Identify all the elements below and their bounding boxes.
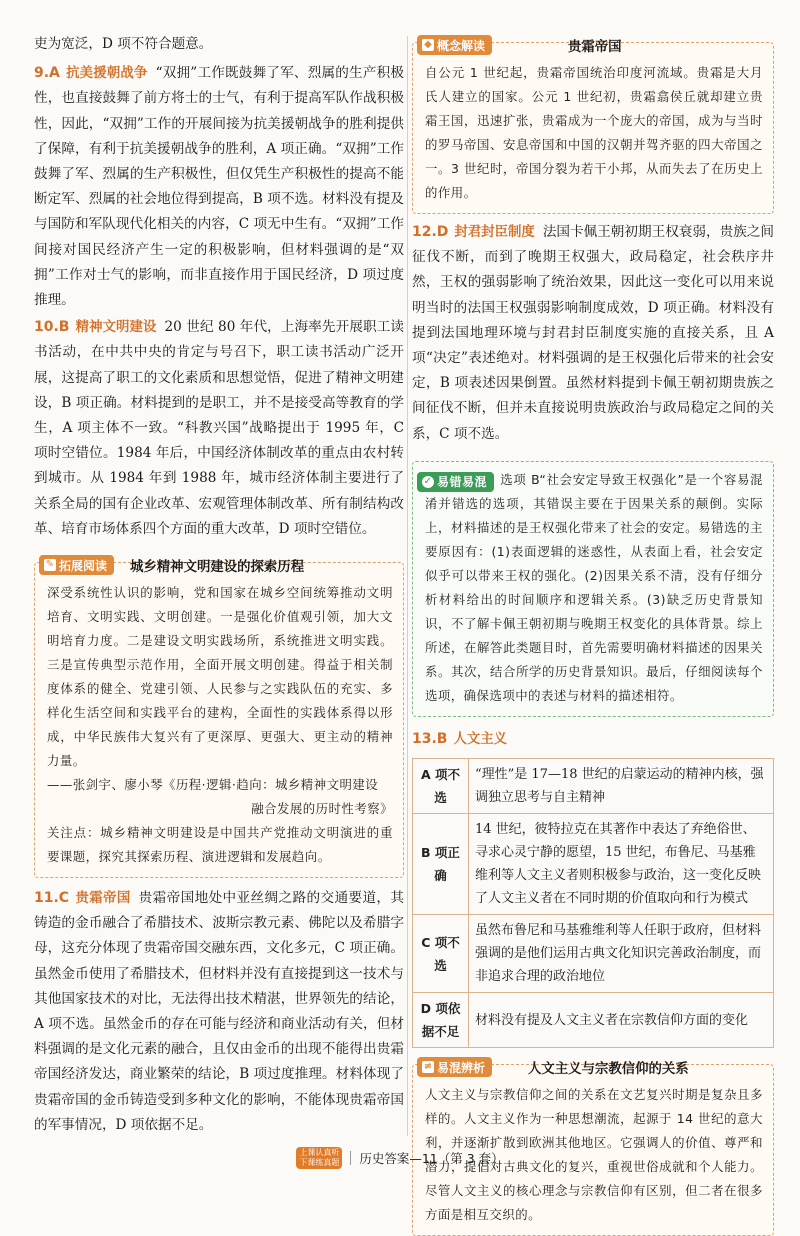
distinction-tag [417, 1057, 492, 1077]
distinction-title: 人文主义与宗教信仰的关系 [528, 1061, 689, 1077]
page-label: 历史答案—11（第 3 套） [359, 1151, 504, 1166]
compare-icon: ≠ [423, 1061, 433, 1073]
option-explanation: 材料没有提及人文主义者在宗教信仰方面的变化 [469, 993, 774, 1048]
brand-logo: 上课认真听 下课练真题 [296, 1147, 342, 1169]
answer-11-topic: 贵霜帝国 [75, 891, 131, 907]
extended-reading-box [34, 558, 404, 878]
column-divider [407, 36, 408, 1136]
common-mistake-box [412, 461, 774, 717]
answer-10-number: 10.B [34, 319, 70, 336]
continued-text: 吏为宽泛，D 项不符合题意。 [34, 36, 213, 52]
common-mistake-body [425, 468, 763, 708]
page-footer [0, 1142, 800, 1174]
extended-reading-paragraph: 深受系统性认识的影响，党和国家在城乡空间统筹推动文明培育、文明实践、文明创建。一是强化价值观引领，加大文明培育力度。二是建设文明实践场所，系统推进文明实践。三是宣传典型示范作用，全面开展文明创建。得益于相关制度体系的健全、党建引领、人民参与之实践队伍的充实、多样化生活空间和实践平台的建构，全面性的实践体系得以形成，中华民族伟大复兴有了更深厚、更强大、更主动的精神力量。 [47, 585, 393, 769]
concept-tag [417, 35, 492, 55]
extended-reading-title: 城乡精神文明建设的探索历程 [130, 559, 305, 575]
option-explanation: “理性”是 17—18 世纪的启蒙运动的精神内核，强调独立思考与自主精神 [469, 759, 774, 814]
answer-13-options-table [412, 758, 774, 1048]
option-label: B 项正确 [413, 814, 469, 915]
common-mistake-content: 选项 B“社会安定导致王权强化”是一个容易混淆并错选的选项，其错误主要在于因果关系的颠倒。实际上，材料描述的是王权强化带来了社会的安定。易错选的主要原因有：(1)表面逻辑的迷惑性，从表面上看，社会安定似乎可以带来王权的强化。(2)因果关系不清，没有仔细分析材料给出的时间顺序和逻辑关系。(3)缺乏历史背景知识，不了解卡佩王朝初期与晚期王权变化的具体背景。综上所述，在解答此类题目时，首先需要明确材料描述的因果关系。其次，结合所学的历史背景知识。最后，仔细阅读每个选项，确保选项中的表述与材料的描述相符。 [425, 471, 763, 703]
distinction-tag-label: 易混辨析 [437, 1060, 486, 1075]
extended-reading-tag-label: 拓展阅读 [59, 558, 108, 573]
extended-reading-tag [39, 555, 114, 575]
table-row [413, 759, 774, 814]
option-label: C 项不选 [413, 915, 469, 993]
answer-11-number: 11.C [34, 890, 70, 907]
option-explanation: 虽然布鲁尼和马基雅维利等人任职于政府，但材料强调的是他们运用古典文化知识完善政治制度，而非追求合理的政治地位 [469, 915, 774, 993]
answer-11-text: 贵霜帝国地处中亚丝绸之路的交通要道，其铸造的金币融合了希腊技术、波斯宗教元素、佛陀以及希腊字母，这充分体现了贵霜帝国交融东西，文化多元，C 项正确。虽然金币使用了希腊技术，但材料并没有直接提到这一技术与其他国家技术的对比，无法得出技术精湛，世界领先的结论，A 项不选。虽然金币的存在可能与经济和商业活动有关，但材料强调的是文化元素的融合，且仅由金币的出现不能得出贵霜帝国经济发达，商业繁荣的结论，B 项过度推理。材料体现了贵霜帝国的金币铸造受到多种文化的影响，不能体现贵霜帝国的军事情况，D 项依据不足。 [34, 890, 405, 1133]
concept-icon: ◆ [422, 39, 434, 51]
check-icon: ✓ [423, 475, 433, 487]
answer-10 [34, 315, 404, 542]
common-mistake-tag-label: 易错易混 [437, 474, 488, 489]
table-row [413, 915, 774, 993]
footer-separator [350, 1151, 351, 1165]
option-explanation: 14 世纪，彼特拉克在其著作中表达了弃绝俗世、寻求心灵宁静的愿望，15 世纪，布鲁尼、马基雅维利等人文主义者则积极参与政治，这一变化反映了人文主义者在不同时期的价值取向和行为模式 [469, 814, 774, 915]
concept-header [417, 35, 763, 55]
answer-11 [34, 886, 404, 1138]
answer-12-number: 12.D [412, 224, 449, 240]
answer-9 [34, 61, 404, 313]
concept-title: 贵霜帝国 [568, 39, 622, 55]
extended-reading-citation-2: 融合发展的历时性考察》 [251, 801, 393, 817]
answer-9-text: “双拥”工作既鼓舞了军、烈属的生产积极性，也直接鼓舞了前方将士的士气，有利于提高军队作战积极性，因此，“双拥”工作的开展间接为抗美援朝战争的胜利提供了保障，有利于抗美援朝战争的胜利，A 项正确。“双拥”工作鼓舞了军、烈属的生产积极性，但仅凭生产积极性的提高不能断定军、烈属的社会地位得到提高，B 项不选。材料没有提及与国防和军队现代化相关的内容，C 项无中生有。“双拥”工作间接对国民经济产生一定的积极影响，但材料强调的是“双拥”工作对士气的影响，而非直接作用于国民经济，D 项过度推理。 [34, 65, 405, 309]
answer-9-topic: 抗美援朝战争 [65, 66, 148, 82]
answer-9-number: 9.A [34, 65, 60, 82]
concept-text: 自公元 1 世纪起，贵霜帝国统治印度河流域。贵霜是大月氏人建立的国家。公元 1 世纪初，贵霜翕侯丘就却建立贵霜王国，迅速扩张，贵霜成为一个庞大的帝国，成为与当时的罗马帝国、安息帝国和中国的汉朝并驾齐驱的四大帝国之一。3 世纪时，帝国分裂为若干小邦，从而失去了在历史上的作用。 [425, 65, 763, 200]
option-label: D 项依据不足 [413, 993, 469, 1048]
concept-box [412, 38, 774, 214]
table-row [413, 814, 774, 915]
table-row [413, 993, 774, 1048]
concept-tag-label: 概念解读 [437, 38, 486, 53]
answer-12-text: 法国卡佩王朝初期王权衰弱，贵族之间征伐不断，而到了晚期王权强大，政局稳定，社会秩序井然，王权的强弱影响了统治效果，因此这一变化可以用来说明当时的法国王权强弱影响制度成效，D 项正确。材料没有提到法国地理环境与封君封臣制度实施的直接关系，且 A 项“决定”表述绝对。材料强调的是王权强化后带来的社会安定，B 项表述因果倒置。虽然材料提到卡佩王朝初期贵族之间征伐不断，但并未直接说明贵族政治与政局稳定之间的关系，C 项不选。 [412, 224, 775, 442]
common-mistake-tag [417, 472, 494, 492]
extended-reading-citation-1: ——张剑宇、廖小琴《历程·逻辑·趋向：城乡精神文明建设 [47, 777, 379, 793]
answer-12-topic: 封君封臣制度 [454, 225, 535, 240]
answer-10-topic: 精神文明建设 [75, 320, 157, 336]
answer-13-number: 13.B [412, 730, 448, 747]
left-column [34, 32, 404, 1138]
answer-10-text: 20 世纪 80 年代，上海率先开展职工读书活动，在中共中央的肯定与号召下，职工读书活动广泛开展，这提高了职工的文化素质和思想觉悟，促进了精神文明建设，B 项正确。材料提到的是职工，并不是接受高等教育的学生，A 项主体不一致。“科教兴国”战略提出于 1995 年，C 项时空错位。1984 年后，中国经济体制改革的重点由农村转到城市。从 1984 年到 1988 年，城市经济体制主要进行了关系全局的国有企业改革、宏观管理体制改革、所有制结构改革、培育市场体系四个方面的重大改革，D 项时空错位。 [34, 319, 404, 537]
answer-13-topic: 人文主义 [453, 731, 508, 747]
extended-reading-focus: 关注点：城乡精神文明建设是中国共产党推动文明演进的重要课题，探究其探索历程、演进逻辑和发展趋向。 [47, 825, 393, 865]
distinction-header [417, 1057, 763, 1077]
answer-13-heading [412, 727, 774, 752]
book-icon: ✎ [45, 559, 55, 571]
distinction-text: 人文主义与宗教信仰之间的关系在文艺复兴时期是复杂且多样的。人文主义作为一种思想潮流，起源于 14 世纪的意大利，并逐渐扩散到欧洲其他地区。它强调人的价值、尊严和潜力，提倡对古典文化的复兴，重视世俗成就和个人能力。尽管人文主义的核心理念与宗教信仰有区别，但二者在很多方面是相互交织的。 [425, 1087, 763, 1223]
answer-12 [412, 220, 774, 447]
extended-reading-header [39, 555, 393, 575]
option-label: A 项不选 [413, 759, 469, 814]
right-column [412, 38, 775, 1236]
common-mistake-text [425, 468, 763, 708]
